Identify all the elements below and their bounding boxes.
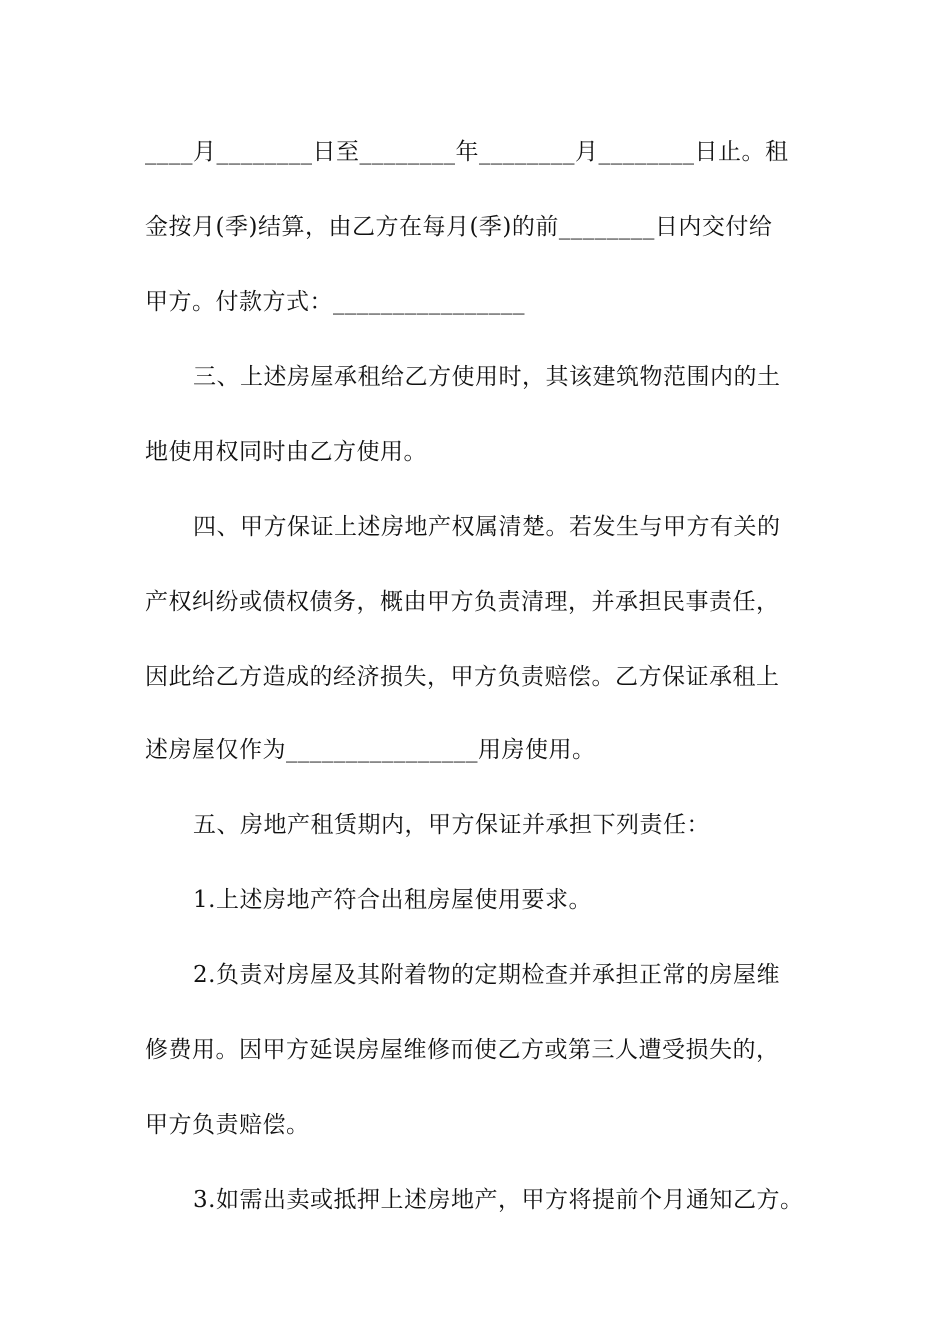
paragraph-start-line: 五、房地产租赁期内，甲方保证并承担下列责任： — [193, 812, 710, 838]
text-line: 产权纠纷或债权债务，概由甲方负责清理，并承担民事责任， — [145, 589, 780, 615]
paragraph-start-line: 四、甲方保证上述房地产权属清楚。若发生与甲方有关的 — [193, 514, 781, 540]
text-line: ____月________日至________年________月________日止。租 — [145, 139, 789, 165]
text-line: 因此给乙方造成的经济损失，甲方负责赔偿。乙方保证承租上 — [145, 664, 780, 690]
text-line: 述房屋仅作为________________用房使用。 — [145, 737, 596, 763]
text-line: 地使用权同时由乙方使用。 — [145, 439, 427, 465]
text-line: 金按月(季)结算，由乙方在每月(季)的前________日内交付给 — [145, 214, 773, 240]
text-line: 修费用。因甲方延误房屋维修而使乙方或第三人遭受损失的， — [145, 1037, 780, 1063]
list-item-line: 3.如需出卖或抵押上述房地产，甲方将提前个月通知乙方。 — [193, 1187, 804, 1213]
text-line: 甲方。付款方式：________________ — [145, 289, 525, 315]
text-line: 甲方负责赔偿。 — [145, 1112, 310, 1138]
list-item-line: 1.上述房地产符合出租房屋使用要求。 — [193, 887, 592, 913]
paragraph-start-line: 三、上述房屋承租给乙方使用时，其该建筑物范围内的土 — [193, 364, 781, 390]
list-item-line: 2.负责对房屋及其附着物的定期检查并承担正常的房屋维 — [193, 962, 780, 988]
